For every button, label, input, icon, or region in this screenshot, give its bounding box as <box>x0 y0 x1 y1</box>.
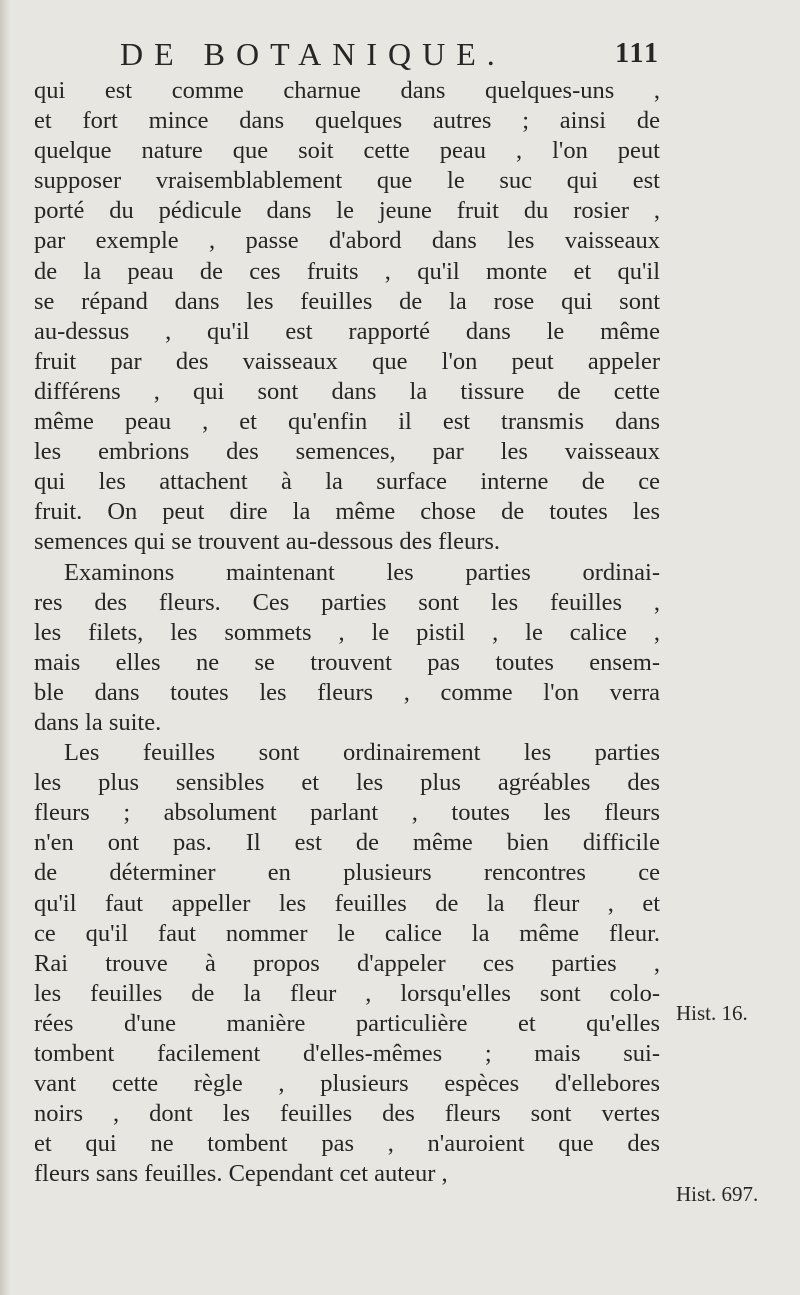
text-line: qui les attachent à la surface interne de ce <box>34 468 660 496</box>
text-line: au-dessus , qu'il est rapporté dans le même <box>34 317 660 345</box>
text-line: res des fleurs. Ces parties sont les feuilles , <box>34 588 660 616</box>
text-line: qu'il faut appeller les feuilles de la fleur , et <box>34 889 660 917</box>
text-line: les feuilles de la fleur , lorsqu'elles sont colo- <box>34 979 660 1007</box>
text-line: même peau , et qu'enfin il est transmis dans <box>34 408 660 436</box>
text-line: supposer vraisemblablement que le suc qui est <box>34 167 660 195</box>
text-line: quelque nature que soit cette peau , l'on peut <box>34 137 660 165</box>
body-text <box>34 76 660 1189</box>
text-line: et fort mince dans quelques autres ; ainsi de <box>34 107 660 135</box>
text-line: fruit. On peut dire la même chose de toutes les <box>34 498 660 526</box>
text-line: les plus sensibles et les plus agréables des <box>34 769 660 797</box>
text-line: semences qui se trouvent au-dessous des fleurs. <box>34 528 501 556</box>
text-line: ce qu'il faut nommer le calice la même fleur. <box>34 919 660 947</box>
text-line: se répand dans les feuilles de la rose qui sont <box>34 287 660 315</box>
text-line: porté du pédicule dans le jeune fruit du rosier , <box>34 197 660 225</box>
text-line: tombent facilement d'elles-mêmes ; mais sui- <box>34 1040 660 1067</box>
text-line: Rai trouve à propos d'appeler ces parties , <box>34 949 660 977</box>
margin-note-hist-697: Hist. 697. <box>676 1182 759 1206</box>
text-line: différens , qui sont dans la tissure de cette <box>34 377 660 405</box>
text-line: fruit par des vaisseaux que l'on peut appeler <box>34 347 660 375</box>
page-gutter-shadow <box>0 0 10 1295</box>
text-line: qui est comme charnue dans quelques-uns , <box>34 77 660 104</box>
text-line: fleurs ; absolument parlant , toutes les fleurs <box>34 799 660 827</box>
text-line: de la peau de ces fruits , qu'il monte et qu'il <box>34 257 660 285</box>
text-line: noirs , dont les feuilles des fleurs sont vertes <box>34 1100 660 1128</box>
text-line: les filets, les sommets , le pistil , le calice , <box>34 618 660 646</box>
text-line: Examinons maintenant les parties ordinai- <box>64 558 660 586</box>
text-line: de déterminer en plusieurs rencontres ce <box>34 859 660 887</box>
text-line: n'en ont pas. Il est de même bien difficile <box>34 829 660 857</box>
text-line: Les feuilles sont ordinairement les parties <box>64 739 660 767</box>
text-line: vant cette règle , plusieurs espèces d'ellebores <box>34 1070 660 1098</box>
text-line: fleurs sans feuilles. Cependant cet auteur , <box>34 1160 448 1188</box>
text-line: ble dans toutes les fleurs , comme l'on verra <box>34 678 660 706</box>
margin-note-hist-16: Hist. 16. <box>676 1001 748 1025</box>
text-line: rées d'une manière particulière et qu'elles <box>34 1009 660 1037</box>
running-head <box>120 36 660 76</box>
text-line: par exemple , passe d'abord dans les vaisseaux <box>34 227 660 255</box>
text-line: les embrions des semences, par les vaisseaux <box>34 438 660 466</box>
text-line: mais elles ne se trouvent pas toutes ensem- <box>34 648 660 676</box>
text-line: dans la suite. <box>34 708 162 736</box>
running-head-title: DE BOTANIQUE. <box>120 36 506 72</box>
text-line: et qui ne tombent pas , n'auroient que des <box>34 1130 660 1158</box>
page-number: 111 <box>615 38 660 69</box>
